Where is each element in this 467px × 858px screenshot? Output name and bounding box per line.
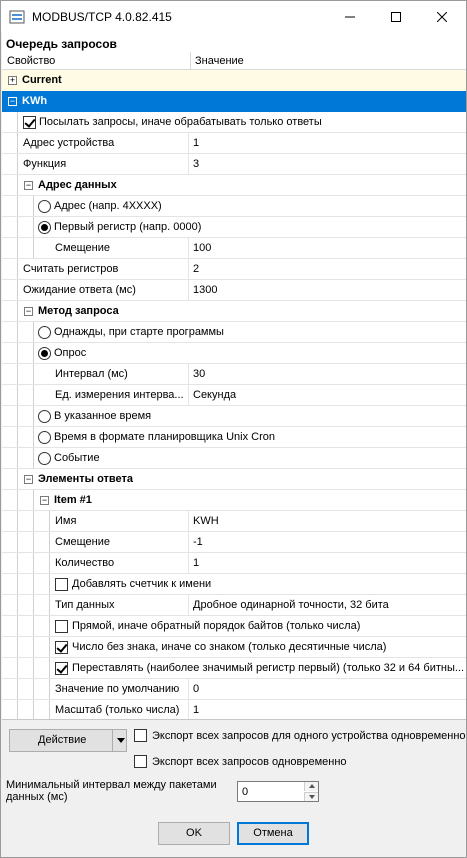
action-label: Действие — [38, 734, 87, 746]
at-time-radio[interactable] — [38, 410, 51, 423]
collapse-minus-icon[interactable]: − — [25, 180, 32, 190]
action-split-button[interactable] — [9, 729, 127, 752]
min-interval-label: Минимальный интервал между пакетами данных (мс) — [6, 779, 217, 803]
event-radio[interactable] — [38, 452, 51, 465]
collapse-minus-icon[interactable]: − — [25, 306, 32, 316]
item-offset-value[interactable]: -1 — [193, 536, 203, 548]
add-counter-checkbox[interactable] — [55, 578, 68, 591]
export-one-device-checkbox[interactable] — [134, 729, 147, 742]
interval-unit-row[interactable]: Ед. измерения интерва... Секунда — [2, 385, 466, 406]
item-1-group[interactable]: − Item #1 — [2, 490, 466, 511]
expand-plus-icon[interactable]: + — [9, 75, 16, 85]
maximize-icon — [391, 12, 401, 22]
category-kwh[interactable]: − KWh — [2, 91, 466, 112]
send-requests-row[interactable]: Посылать запросы, иначе обрабатывать только ответы — [2, 112, 466, 133]
collapse-minus-icon[interactable]: − — [41, 495, 48, 505]
at-time-option-row[interactable]: В указанное время — [2, 406, 466, 427]
response-wait-row[interactable]: Ожидание ответа (мс) 1300 — [2, 280, 466, 301]
scale-row[interactable]: Масштаб (только числа) 1 — [2, 700, 466, 720]
once-radio[interactable] — [38, 326, 51, 339]
maximize-button[interactable] — [373, 1, 419, 32]
data-type-row[interactable]: Тип данных Дробное одинарной точности, 32 бита — [2, 595, 466, 616]
poll-radio[interactable] — [38, 347, 51, 360]
poll-option-row[interactable]: Опрос — [2, 343, 466, 364]
event-option-row[interactable]: Событие — [2, 448, 466, 469]
device-address-row[interactable]: Адрес устройства 1 — [2, 133, 466, 154]
response-wait-value[interactable]: 1300 — [193, 284, 218, 296]
add-counter-row[interactable]: Добавлять счетчик к имени — [2, 574, 466, 595]
response-items-group[interactable]: − Элементы ответа — [2, 469, 466, 490]
collapse-minus-icon[interactable]: − — [25, 474, 32, 484]
close-icon — [437, 12, 447, 22]
swap-registers-row[interactable]: Переставлять (наиболее значимый регистр первый) (только 32 и 64 битны... — [2, 658, 466, 679]
byte-order-checkbox[interactable] — [55, 620, 68, 633]
function-value[interactable]: 3 — [193, 158, 200, 170]
spin-up-icon[interactable] — [304, 782, 318, 791]
item-count-row[interactable]: Количество 1 — [2, 553, 466, 574]
unsigned-checkbox[interactable] — [55, 641, 68, 654]
request-method-group[interactable]: − Метод запроса — [2, 301, 466, 322]
cancel-button[interactable]: Отмена — [237, 822, 309, 845]
app-icon — [9, 9, 25, 25]
property-grid — [2, 32, 466, 720]
cron-option-row[interactable]: Время в формате планировщика Unix Cron — [2, 427, 466, 448]
window-title: MODBUS/TCP 4.0.82.415 — [32, 10, 172, 24]
dropdown-arrow-icon[interactable] — [117, 738, 125, 743]
default-value-value[interactable]: 0 — [193, 683, 200, 695]
min-interval-value[interactable]: 0 — [242, 786, 249, 798]
address-option-row[interactable]: Адрес (напр. 4XXXX) — [2, 196, 466, 217]
default-value-row[interactable]: Значение по умолчанию 0 — [2, 679, 466, 700]
first-register-option-row[interactable]: Первый регистр (напр. 0000) — [2, 217, 466, 238]
item-name-row[interactable]: Имя KWH — [2, 511, 466, 532]
unsigned-row[interactable]: Число без знака, иначе со знаком (только десятичные числа) — [2, 637, 466, 658]
read-registers-value[interactable]: 2 — [193, 263, 200, 275]
interval-row[interactable]: Интервал (мс) 30 — [2, 364, 466, 385]
first-register-radio[interactable] — [38, 221, 51, 234]
scale-value[interactable]: 1 — [193, 704, 200, 716]
address-radio[interactable] — [38, 200, 51, 213]
export-all-checkbox[interactable] — [134, 755, 147, 768]
column-property[interactable]: Свойство — [7, 55, 56, 67]
data-type-value[interactable]: Дробное одинарной точности, 32 бита — [193, 599, 389, 611]
cron-radio[interactable] — [38, 431, 51, 444]
device-address-value[interactable]: 1 — [193, 137, 200, 149]
dialog-window: MODBUS/TCP 4.0.82.415 Очередь запросов Свойство Значение + Current − KWh Посылать запросы, иначе обрабатывать только ответы Адрес устройства 1 Функция 3 − Адрес данных Адрес (напр. 4XXXX) Первый регистр (напр. 0000) Смещение 100 Считать регистров 2 Ожидание ответа (мс) 1300 − Метод запроса Однажды, при старте программы Опрос Интервал (мс) 30 Ед. измерения интерва... Секунда В указанное время Время в формате планировщика Unix Cron Событие − Элементы ответа − Item #1 Имя KWH Смещение -1 Количество 1 Добавлять счетчик к имени Тип данных Дробное одинарной точности, 32 бита Прямой, иначе обратный порядок байтов (только числа) Число без знака, иначе со знаком (только десятичные числа) Переставлять (наиболее значимый регистр первый) (только 32 и 64 битны... Значение по умолчанию 0 Масштаб (только числа) 1 Действие Экспорт всех запросов для одного устройства одновременно Экспорт всех запросов одновременно Минимальный интервал между пакетами данных (мс) 0 OK Отмена — [0, 0, 467, 858]
collapse-minus-icon[interactable]: − — [9, 96, 16, 106]
close-button[interactable] — [419, 1, 465, 32]
ok-button[interactable]: OK — [158, 822, 230, 845]
offset-value[interactable]: 100 — [193, 242, 212, 254]
item-name-value[interactable]: KWH — [193, 515, 219, 527]
column-value[interactable]: Значение — [195, 55, 244, 67]
minimize-button[interactable] — [327, 1, 373, 32]
once-option-row[interactable]: Однажды, при старте программы — [2, 322, 466, 343]
spin-down-icon[interactable] — [304, 792, 318, 801]
function-row[interactable]: Функция 3 — [2, 154, 466, 175]
min-interval-spinbox[interactable] — [237, 781, 319, 802]
interval-value[interactable]: 30 — [193, 368, 206, 380]
interval-unit-value[interactable]: Секунда — [193, 389, 237, 401]
offset-row[interactable]: Смещение 100 — [2, 238, 466, 259]
category-current[interactable]: + Current — [2, 70, 466, 91]
send-requests-checkbox[interactable] — [23, 116, 36, 129]
title-bar — [1, 1, 466, 32]
minimize-icon — [345, 12, 355, 22]
item-count-value[interactable]: 1 — [193, 557, 200, 569]
swap-registers-checkbox[interactable] — [55, 662, 68, 675]
read-registers-row[interactable]: Считать регистров 2 — [2, 259, 466, 280]
data-address-group[interactable]: − Адрес данных — [2, 175, 466, 196]
byte-order-row[interactable]: Прямой, иначе обратный порядок байтов (только числа) — [2, 616, 466, 637]
grid-header — [2, 52, 466, 70]
item-offset-row[interactable]: Смещение -1 — [2, 532, 466, 553]
grid-title: Очередь запросов — [6, 37, 117, 51]
